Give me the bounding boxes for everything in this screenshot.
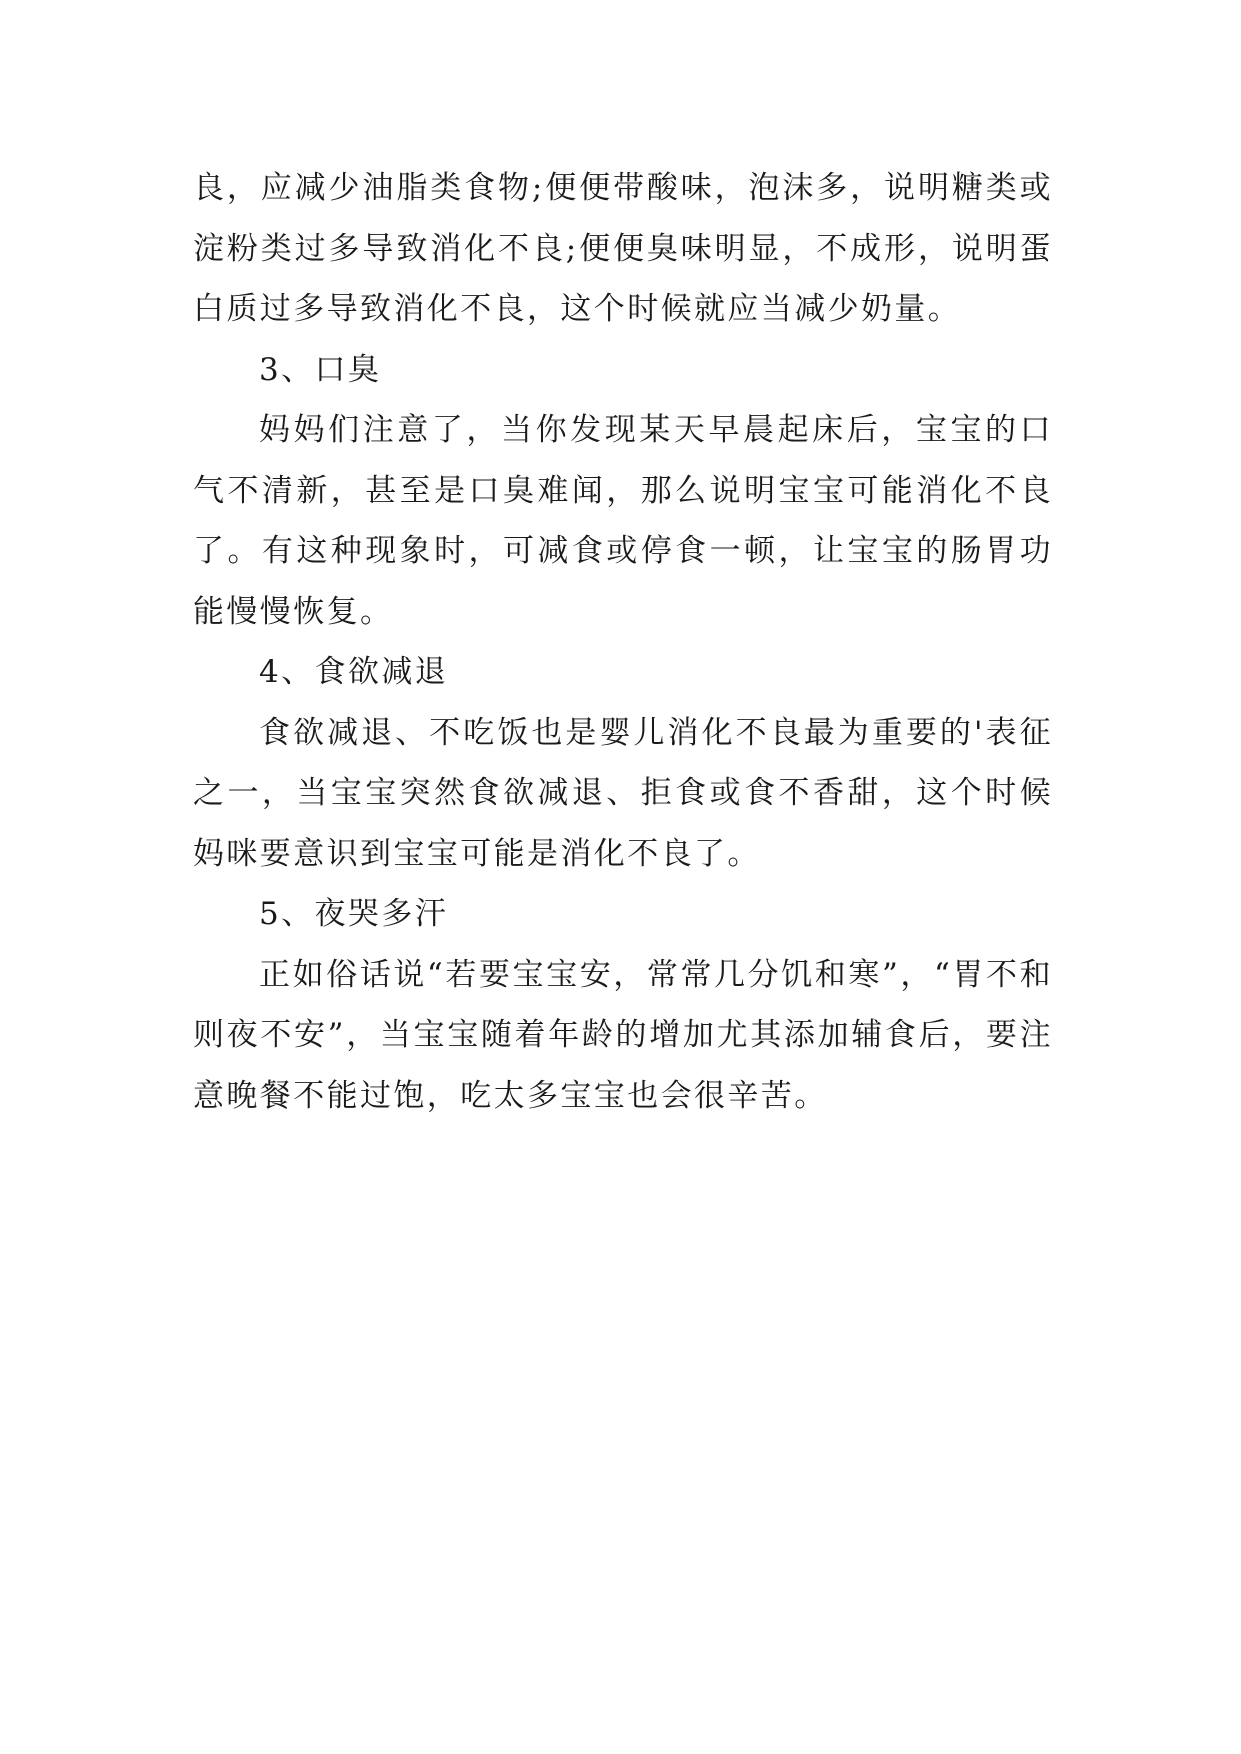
heading-appetite-loss: 4、食欲减退 <box>259 654 449 690</box>
heading-night-crying: 5、夜哭多汗 <box>259 896 449 932</box>
document-body <box>193 158 1053 1126</box>
paragraph-night-crying: 正如俗话说“若要宝宝安，常常几分饥和寒”，“胃不和则夜不安”，当宝宝随着年龄的增加尤其添加辅食后，要注意晚餐不能过饱，吃太多宝宝也会很辛苦。 <box>193 956 1053 1114</box>
paragraph-bad-breath: 妈妈们注意了，当你发现某天早晨起床后，宝宝的口气不清新，甚至是口臭难闻，那么说明宝宝可能消化不良了。有这种现象时，可减食或停食一顿，让宝宝的肠胃功能慢慢恢复。 <box>193 412 1053 630</box>
paragraph-continuation: 良，应减少油脂类食物;便便带酸味，泡沫多，说明糖类或淀粉类过多导致消化不良;便便臭味明显，不成形，说明蛋白质过多导致消化不良，这个时候就应当减少奶量。 <box>193 170 1053 327</box>
paragraph-appetite-loss: 食欲减退、不吃饭也是婴儿消化不良最为重要的'表征之一，当宝宝突然食欲减退、拒食或食不香甜，这个时候妈咪要意识到宝宝可能是消化不良了。 <box>193 714 1053 872</box>
heading-bad-breath: 3、口臭 <box>259 351 382 388</box>
